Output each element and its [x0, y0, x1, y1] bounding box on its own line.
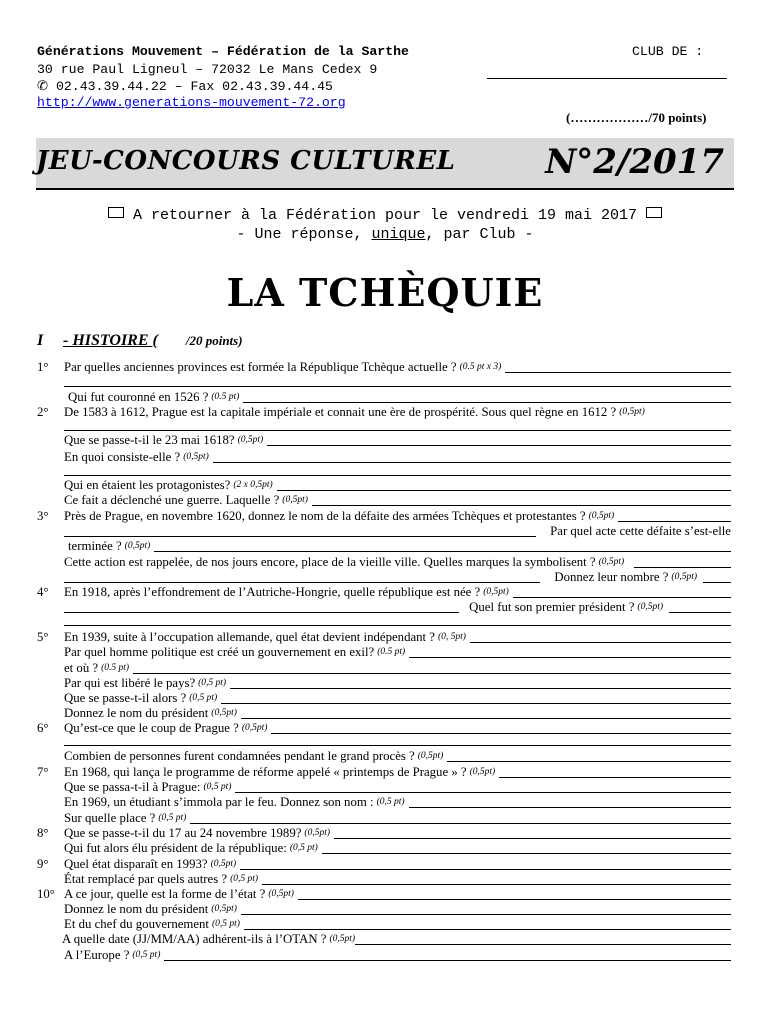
question-number: 5°: [37, 630, 49, 644]
question-line: [64, 645, 731, 660]
answer-field[interactable]: [243, 391, 731, 403]
answer-field[interactable]: [298, 888, 731, 900]
question-line: [64, 811, 731, 826]
question-points: (0.5 pt): [101, 663, 130, 673]
question-text: Donnez le nom du président: [64, 706, 209, 720]
question-text: Par quel acte cette défaite s’est-elle: [550, 524, 731, 538]
question-line: [64, 493, 731, 508]
answer-field[interactable]: [154, 540, 731, 552]
question-number: 6°: [37, 721, 49, 735]
question-text: A ce jour, quelle est la forme de l’état ?: [64, 887, 266, 901]
question-line: [64, 600, 731, 615]
question-line: [64, 478, 731, 493]
answer-field[interactable]: [230, 677, 731, 689]
answer-field[interactable]: [618, 510, 731, 522]
question-points: (0,5 pt): [203, 782, 232, 792]
answer-line[interactable]: [64, 475, 731, 476]
question-text: Et du chef du gouvernement: [64, 917, 209, 931]
question-line: [64, 585, 731, 600]
question-text: Que se passa-t-il à Prague:: [64, 780, 201, 794]
question-text: Qui fut couronné en 1526 ?: [68, 390, 209, 404]
envelope-icon: [108, 207, 124, 218]
question-points: (0,5pt): [483, 587, 509, 597]
question-points: (0,5pt): [671, 572, 697, 582]
question-text: Près de Prague, en novembre 1620, donnez le nom de la défaite des armées Tchèques et protestantes ?: [64, 509, 586, 523]
question-text: Que se passe-t-il le 23 mai 1618?: [64, 433, 235, 447]
question-text: En 1969, un étudiant s’immola par le feu. Donnez son nom :: [64, 795, 374, 809]
question-line: [64, 826, 731, 841]
question-points: (0.5 pt x 3): [459, 362, 502, 372]
question-line: [64, 630, 731, 645]
answer-field[interactable]: [221, 692, 731, 704]
question-points: (0,5 pt): [230, 874, 259, 884]
question-text: Donnez leur nombre ?: [554, 570, 669, 584]
answer-field[interactable]: [244, 918, 731, 930]
question-line: [64, 691, 731, 706]
answer-rule-unique: unique: [371, 226, 426, 243]
question-points: (0,5 pt): [376, 797, 405, 807]
answer-line[interactable]: [64, 386, 731, 387]
question-line: [64, 360, 731, 375]
question-line: [64, 857, 731, 872]
question-text: Par qui est libéré le pays?: [64, 676, 196, 690]
answer-field[interactable]: [64, 571, 540, 583]
envelope-icon: [646, 207, 662, 218]
question-points: (0, 5pt): [437, 632, 466, 642]
question-line: [68, 390, 731, 405]
question-text: Quel état disparaît en 1993?: [64, 857, 208, 871]
question-text: Combien de personnes furent condamnées pendant le grand procès ?: [64, 749, 415, 763]
question-text: A quelle date (JJ/MM/AA) adhérent-ils à l’OTAN ?: [62, 932, 327, 946]
question-line: [64, 509, 731, 524]
phone-number: 02.43.39.44.22 – Fax 02.43.39.44.45: [55, 79, 333, 94]
answer-field[interactable]: [409, 796, 731, 808]
question-points: (0,5 pt): [289, 843, 318, 853]
answer-field[interactable]: [409, 646, 731, 658]
question-text: Que se passe-t-il du 17 au 24 novembre 1989?: [64, 826, 302, 840]
main-title: LA TCHÈQUIE: [226, 270, 544, 315]
question-text: Qui fut alors élu président de la république:: [64, 841, 287, 855]
question-line: [64, 721, 731, 736]
answer-field[interactable]: [240, 858, 731, 870]
question-points: (0,5pt): [211, 904, 237, 914]
question-points: (0,5pt): [304, 828, 330, 838]
answer-field[interactable]: [271, 722, 731, 734]
question-line: [64, 405, 731, 420]
answer-line[interactable]: [64, 745, 731, 746]
section-name: - HISTOIRE (: [63, 332, 158, 349]
question-text: terminée ?: [68, 539, 122, 553]
question-points: (0,5pt): [211, 708, 237, 718]
question-text: Par quelles anciennes provinces est formée la République Tchèque actuelle ?: [64, 360, 457, 374]
question-line: [68, 539, 731, 554]
question-text: et où ?: [64, 661, 99, 675]
phone-line: [37, 79, 333, 95]
question-points: (0,5 pt): [189, 693, 218, 703]
answer-field[interactable]: [322, 842, 731, 854]
answer-field[interactable]: [235, 781, 731, 793]
question-text: Donnez le nom du président: [64, 902, 209, 916]
question-points: (0,5pt): [417, 751, 444, 761]
question-line: [64, 570, 731, 585]
answer-field[interactable]: [64, 601, 459, 613]
question-points: (2 x 0,5pt): [233, 480, 273, 490]
answer-field[interactable]: [190, 812, 731, 824]
answer-field[interactable]: [505, 361, 731, 373]
question-points: (0,5pt): [282, 495, 308, 505]
question-text: Quel fut son premier président ?: [469, 600, 635, 614]
answer-rule: [0, 226, 770, 243]
answer-field[interactable]: [213, 451, 731, 463]
answer-field[interactable]: [499, 766, 731, 778]
question-points: (0,5pt): [241, 723, 268, 733]
question-points: (0,5pt): [329, 934, 356, 944]
question-line: [64, 661, 731, 676]
question-points: (0.5 pt): [211, 392, 240, 402]
question-line: [64, 780, 731, 795]
question-line: [64, 749, 731, 764]
banner-title: JEU-CONCOURS CULTUREL: [36, 146, 456, 176]
answer-field[interactable]: [447, 750, 731, 762]
website-link[interactable]: http://www.generations-mouvement-72.org: [37, 95, 346, 110]
question-line: [64, 795, 731, 810]
question-number: 8°: [37, 826, 49, 840]
question-line: [64, 524, 731, 539]
answer-field[interactable]: [334, 827, 731, 839]
question-line: [64, 887, 731, 902]
question-points: (0.5 pt): [377, 647, 406, 657]
question-text: En 1918, après l’effondrement de l’Autriche-Hongrie, quelle république est née ?: [64, 585, 481, 599]
question-number: 2°: [37, 405, 49, 419]
question-number: 10°: [37, 887, 55, 901]
question-text: Que se passe-t-il alors ?: [64, 691, 187, 705]
question-points: (0,5pt): [124, 541, 151, 551]
question-points: (0,5pt): [588, 511, 615, 521]
question-line: [64, 902, 731, 917]
question-number: 7°: [37, 765, 49, 779]
answer-field[interactable]: [64, 525, 536, 537]
answer-field[interactable]: [703, 571, 731, 583]
question-points: (0,5pt): [619, 407, 645, 417]
question-text: Par quel homme politique est créé un gouvernement en exil?: [64, 645, 375, 659]
answer-rule-post: , par Club -: [425, 226, 534, 243]
answer-field[interactable]: [164, 949, 731, 961]
answer-line[interactable]: [64, 430, 731, 431]
question-line: [64, 841, 731, 856]
question-points: (0,5pt): [637, 602, 663, 612]
answer-field[interactable]: [262, 873, 731, 885]
question-number: 9°: [37, 857, 49, 871]
question-points: (0,5pt): [598, 557, 625, 567]
question-points: (0,5pt): [183, 452, 209, 462]
question-line: [64, 706, 731, 721]
question-points: (0,5pt): [237, 435, 264, 445]
answer-line[interactable]: [64, 625, 731, 626]
section-title: [37, 332, 243, 350]
question-line: [64, 872, 731, 887]
question-line: [64, 450, 731, 465]
answer-field[interactable]: [241, 903, 731, 915]
section-roman: I: [37, 332, 44, 349]
club-label: CLUB DE :: [632, 44, 704, 59]
question-line: [64, 765, 731, 780]
return-notice-text: A retourner à la Fédération pour le vendredi 19 mai 2017: [132, 207, 638, 224]
title-banner: [36, 138, 734, 190]
answer-field[interactable]: [312, 494, 731, 506]
question-text: Qui en étaient les protagonistes?: [64, 478, 231, 492]
answer-rule-pre: - Une réponse,: [236, 226, 372, 243]
question-text: État remplacé par quels autres ?: [64, 872, 228, 886]
answer-field[interactable]: [133, 662, 731, 674]
answer-field[interactable]: [513, 586, 731, 598]
question-line: [64, 676, 731, 691]
question-points: (0,5 pt): [132, 950, 161, 960]
question-text: Cette action est rappelée, de nos jours encore, place de la vieille ville. Quelles marques la symbolisent ?: [64, 555, 596, 569]
answer-field[interactable]: [355, 933, 731, 945]
phone-icon: ✆: [37, 79, 49, 94]
question-number: 3°: [37, 509, 49, 523]
club-name-field[interactable]: [487, 64, 727, 79]
question-line: [62, 932, 731, 947]
answer-field[interactable]: [634, 556, 731, 568]
banner-number: N°2/2017: [545, 142, 724, 182]
question-text: Sur quelle place ?: [64, 811, 156, 825]
org-name: Générations Mouvement – Fédération de la Sarthe: [37, 44, 409, 59]
question-points: (0,5pt): [268, 889, 294, 899]
question-text: En 1968, qui lança le programme de réforme appelé « printemps de Prague » ?: [64, 765, 467, 779]
question-line: [64, 917, 731, 932]
answer-field[interactable]: [470, 631, 731, 643]
question-text: A l’Europe ?: [64, 948, 130, 962]
question-points: (0,5pt): [469, 767, 496, 777]
question-points: (0,5pt): [210, 859, 237, 869]
answer-field[interactable]: [267, 434, 731, 446]
question-line: [64, 433, 731, 448]
question-text: Ce fait a déclenché une guerre. Laquelle ?: [64, 493, 280, 507]
question-points: (0,5 pt): [158, 813, 187, 823]
question-points: (0,5 pt): [198, 678, 227, 688]
question-points: (0,5 pt): [211, 919, 240, 929]
question-line: [64, 948, 731, 963]
answer-field[interactable]: [241, 707, 731, 719]
question-text: De 1583 à 1612, Prague est la capitale impériale et connait une ère de prospérité. Sous quel règne en 1612 ?: [64, 405, 617, 419]
points-total: (………………/70 points): [566, 110, 707, 125]
question-line: [64, 555, 731, 570]
question-number: 1°: [37, 360, 49, 374]
answer-field[interactable]: [669, 601, 731, 613]
question-number: 4°: [37, 585, 49, 599]
return-notice: [0, 207, 770, 224]
question-text: En quoi consiste-elle ?: [64, 450, 181, 464]
answer-field[interactable]: [277, 479, 731, 491]
question-text: En 1939, suite à l’occupation allemande, quel état devient indépendant ?: [64, 630, 435, 644]
question-text: Qu’est-ce que le coup de Prague ?: [64, 721, 239, 735]
section-points: /20 points): [185, 333, 243, 348]
org-address: 30 rue Paul Ligneul – 72032 Le Mans Cedex 9: [37, 62, 378, 77]
